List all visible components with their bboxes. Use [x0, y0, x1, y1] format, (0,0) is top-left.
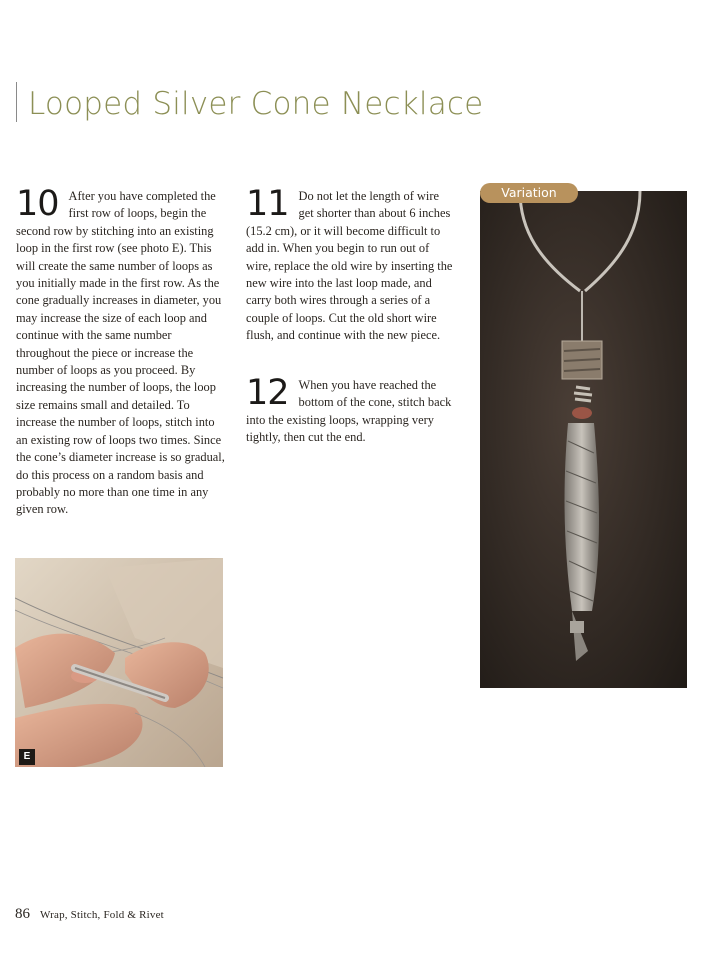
hands-stitching-illustration — [15, 558, 223, 767]
page-number: 86 — [15, 906, 30, 922]
step-text: After you have completed the first row of loops, begin the second row by stitching into an existing loop in the first row (see photo E). This will create the same number of loops as you initially made in the first row. As the cone gradually increases in diameter, you may increase the size of each loop and continue with the same number throughout the piece or increase the number of loops as you proceed. By increasing the number of loops, the loop size remains small and detailed. To increase the number of loops, stitch into an existing row of loops two times. Since the cone’s diameter increase is so gradual, do this process on a random basis and probably no more than one time in any given row. — [16, 189, 225, 517]
step-number: 12 — [246, 373, 289, 413]
variation-badge: Variation — [480, 183, 578, 203]
step-10 — [16, 184, 228, 519]
necklace-pendant-illustration — [480, 191, 687, 688]
title-rule — [16, 82, 17, 122]
book-title: Wrap, Stitch, Fold & Rivet — [40, 909, 164, 921]
step-11 — [246, 184, 456, 345]
process-photo — [15, 558, 223, 767]
step-number: 11 — [246, 184, 289, 224]
step-text: When you have reached the bottom of the cone, stitch back into the existing loops, wrapping very tightly, then cut the end. — [246, 378, 452, 445]
page-footer — [15, 906, 164, 923]
step-number: 10 — [16, 184, 59, 224]
step-text: Do not let the length of wire get shorter than about 6 inches (15.2 cm), or it will become difficult to add in. When you begin to run out of wire, replace the old wire by inserting the new wire into the last loop made, and carry both wires through a series of a couple of loops. Cut the old short wire flush, and continue with the new piece. — [246, 189, 453, 343]
variation-photo — [480, 191, 687, 688]
page-title: Looped Silver Cone Necklace — [28, 86, 484, 122]
step-12 — [246, 373, 456, 447]
photo-label: E — [19, 749, 35, 765]
